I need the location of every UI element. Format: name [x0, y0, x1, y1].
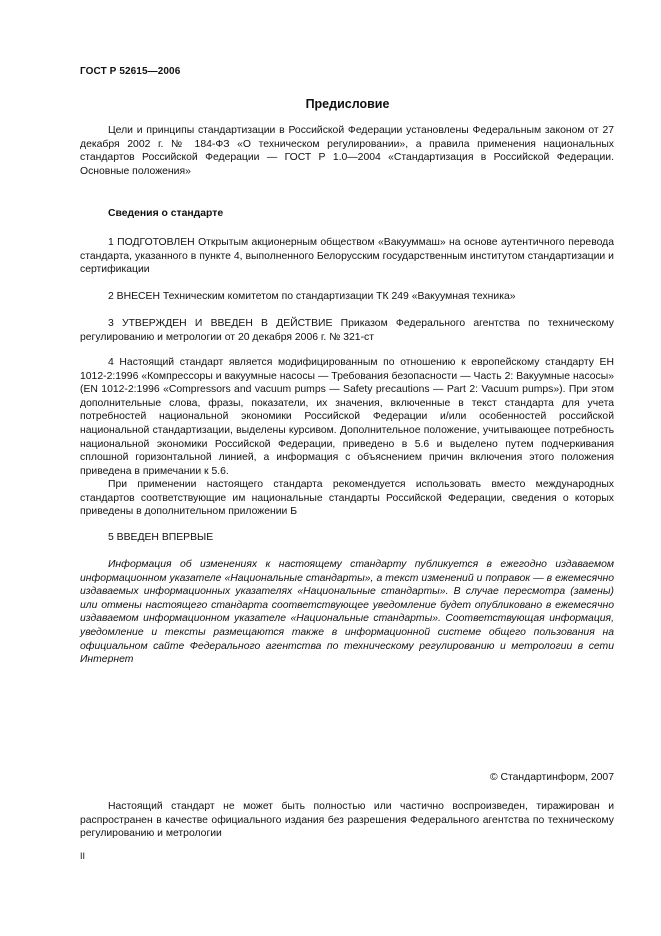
- item-4-paragraph: 4 Настоящий стандарт является модифицированным по отношению к европейскому стандарту ЕН 1012-2:1996 «Компрессоры и вакуумные насосы — Требования безопасности — Часть 2: Вакуумные насосы» (EN 1012-2:1996 «Compressors and vacuum pumps — Safety precautions — Part 2: Vacuum pumps»). При этом дополнительные слова, фразы, показатели, их значения, включенные в текст стандарта для учета потребностей национальной экономики Российской Федерации и/или особенностей российской национальной стандартизации, выделены курсивом. Дополнительное положение, учитывающее потребность национальной экономики Российской Федерации, приведено в 5.6 и выделено путем подчеркивания сплошной горизонтальной линией, а информация с объяснением причин включения этого положения приведена в примечании к 5.6.: [80, 357, 614, 477]
- item-3-paragraph: 3 УТВЕРЖДЕН И ВВЕДЕН В ДЕЙСТВИЕ Приказом Федерального агентства по техническому регулированию и метрологии от 20 декабря 2006 г. № 321-ст: [80, 318, 614, 343]
- item-2-paragraph: 2 ВНЕСЕН Техническим комитетом по стандартизации ТК 249 «Вакуумная техника»: [108, 291, 516, 302]
- info-notice-paragraph: Информация об изменениях к настоящему стандарту публикуется в ежегодно издаваемом информационном указателе «Национальные стандарты», а текст изменений и поправок — в ежемесячно издаваемых информационных указателях «Национальные стандарты». В случае пересмотра (замены) или отмены настоящего стандарта соответствующее уведомление будет опубликовано в ежемесячно издаваемом информационном указателе «Национальные стандарты». Соответствующая информация, уведомление и тексты размещаются также в информационной системе общего пользования на официальном сайте Федерального агентства по техническому регулированию и метрологии в сети Интернет: [80, 559, 614, 666]
- item-4-note-paragraph: При применении настоящего стандарта рекомендуется использовать вместо международных стандартов соответствующие им национальные стандарты Российской Федерации, сведения о которых приведены в дополнительном приложении Б: [80, 479, 614, 518]
- item-5-paragraph: 5 ВВЕДЕН ВПЕРВЫЕ: [108, 532, 214, 543]
- section-heading: Сведения о стандарте: [108, 208, 224, 219]
- item-1-paragraph: 1 ПОДГОТОВЛЕН Открытым акционерным обществом «Вакууммаш» на основе аутентичного перевода стандарта, указанного в пункте 4, выполненного Белорусским государственным институтом стандартизации и сертификации: [80, 237, 614, 276]
- page-number: II: [80, 851, 86, 861]
- intro-paragraph: Цели и принципы стандартизации в Российской Федерации установлены Федеральным законом от 27 декабря 2002 г. № 184-ФЗ «О техническом регулировании», а правила применения национальных стандартов Российской Федерации — ГОСТ Р 1.0—2004 «Стандартизация в Российской Федерации. Основные положения»: [80, 125, 614, 177]
- page-title: Предисловие: [305, 97, 390, 111]
- copyright-line: © Стандартинформ, 2007: [489, 772, 614, 783]
- document-number: ГОСТ Р 52615—2006: [80, 66, 181, 77]
- reproduction-notice-paragraph: Настоящий стандарт не может быть полностью или частично воспроизведен, тиражирован и распространен в качестве официального издания без разрешения Федерального агентства по техническому регулированию и метрологии: [80, 801, 614, 840]
